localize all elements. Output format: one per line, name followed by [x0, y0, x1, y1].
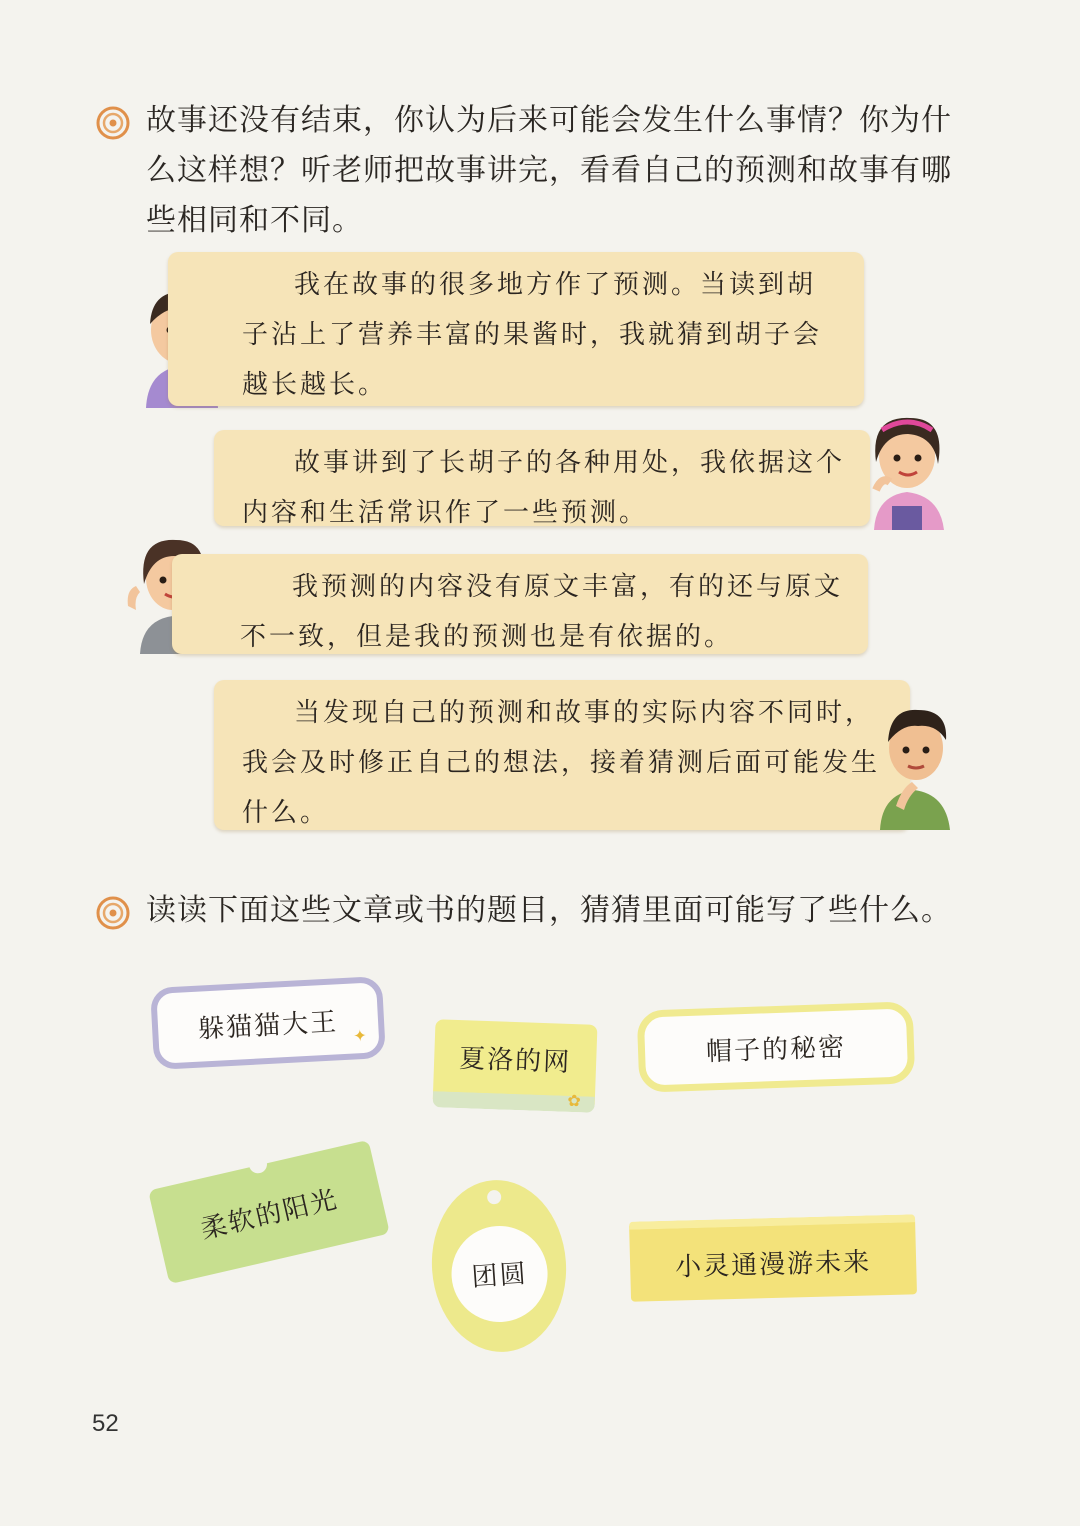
- title-tag-xiao-ling-tong: [629, 1214, 917, 1301]
- star-icon: ✿: [567, 1090, 584, 1111]
- girl-pink-dress-avatar: [852, 406, 962, 530]
- star-icon: ✦: [352, 1025, 370, 1046]
- title-tag-3-text: 帽子的秘密: [705, 1032, 847, 1067]
- title-tag-6-text: 小灵通漫游未来: [674, 1246, 872, 1283]
- speech-bubble-3-text: 我预测的内容没有原文丰富，有的还与原文不一致，但是我的预测也是有依据的。: [240, 572, 844, 652]
- title-tag-charlottes-web: [433, 1019, 598, 1113]
- boy-green-shirt-avatar: [866, 696, 962, 830]
- title-tag-2-text: 夏洛的网: [458, 1043, 572, 1078]
- page-number: 52: [92, 1410, 119, 1437]
- title-tag-soft-sunshine: [148, 1140, 390, 1284]
- title-tag-5-text: 团圆: [470, 1258, 529, 1293]
- speech-bubble-4: [214, 680, 910, 830]
- speech-bubble-1: [168, 252, 864, 406]
- title-tag-hide-and-seek-king: [150, 976, 386, 1070]
- speech-bubble-2: [214, 430, 870, 526]
- swirl-bullet-icon: [96, 896, 130, 930]
- prompt-2: [96, 886, 976, 936]
- title-tag-reunion: [426, 1176, 572, 1357]
- title-tag-1-text: 躲猫猫大王: [197, 1006, 339, 1045]
- prompt-1-text: 故事还没有结束，你认为后来可能会发生什么事情？你为什么这样想？听老师把故事讲完，看看自己的预测和故事有哪些相同和不同。: [146, 103, 952, 238]
- speech-bubble-3: [172, 554, 868, 654]
- tag-hole: [247, 1153, 269, 1175]
- title-tag-4-text: 柔软的阳光: [197, 1184, 342, 1245]
- prompt-2-text: 读读下面这些文章或书的题目，猜猜里面可能写了些什么。: [146, 893, 952, 928]
- speech-bubble-2-text: 故事讲到了长胡子的各种用处，我依据这个内容和生活常识作了一些预测。: [242, 448, 846, 528]
- title-tag-hat-secret: [637, 1001, 916, 1093]
- speech-bubble-4-text: 当发现自己的预测和故事的实际内容不同时，我会及时修正自己的想法，接着猜测后面可能发生什么。: [242, 698, 881, 828]
- tag-hole: [487, 1190, 502, 1205]
- prompt-1: [96, 96, 976, 246]
- speech-bubble-1-text: 我在故事的很多地方作了预测。当读到胡子沾上了营养丰富的果酱时，我就猜到胡子会越长越长。: [242, 270, 823, 400]
- swirl-bullet-icon: [96, 106, 130, 140]
